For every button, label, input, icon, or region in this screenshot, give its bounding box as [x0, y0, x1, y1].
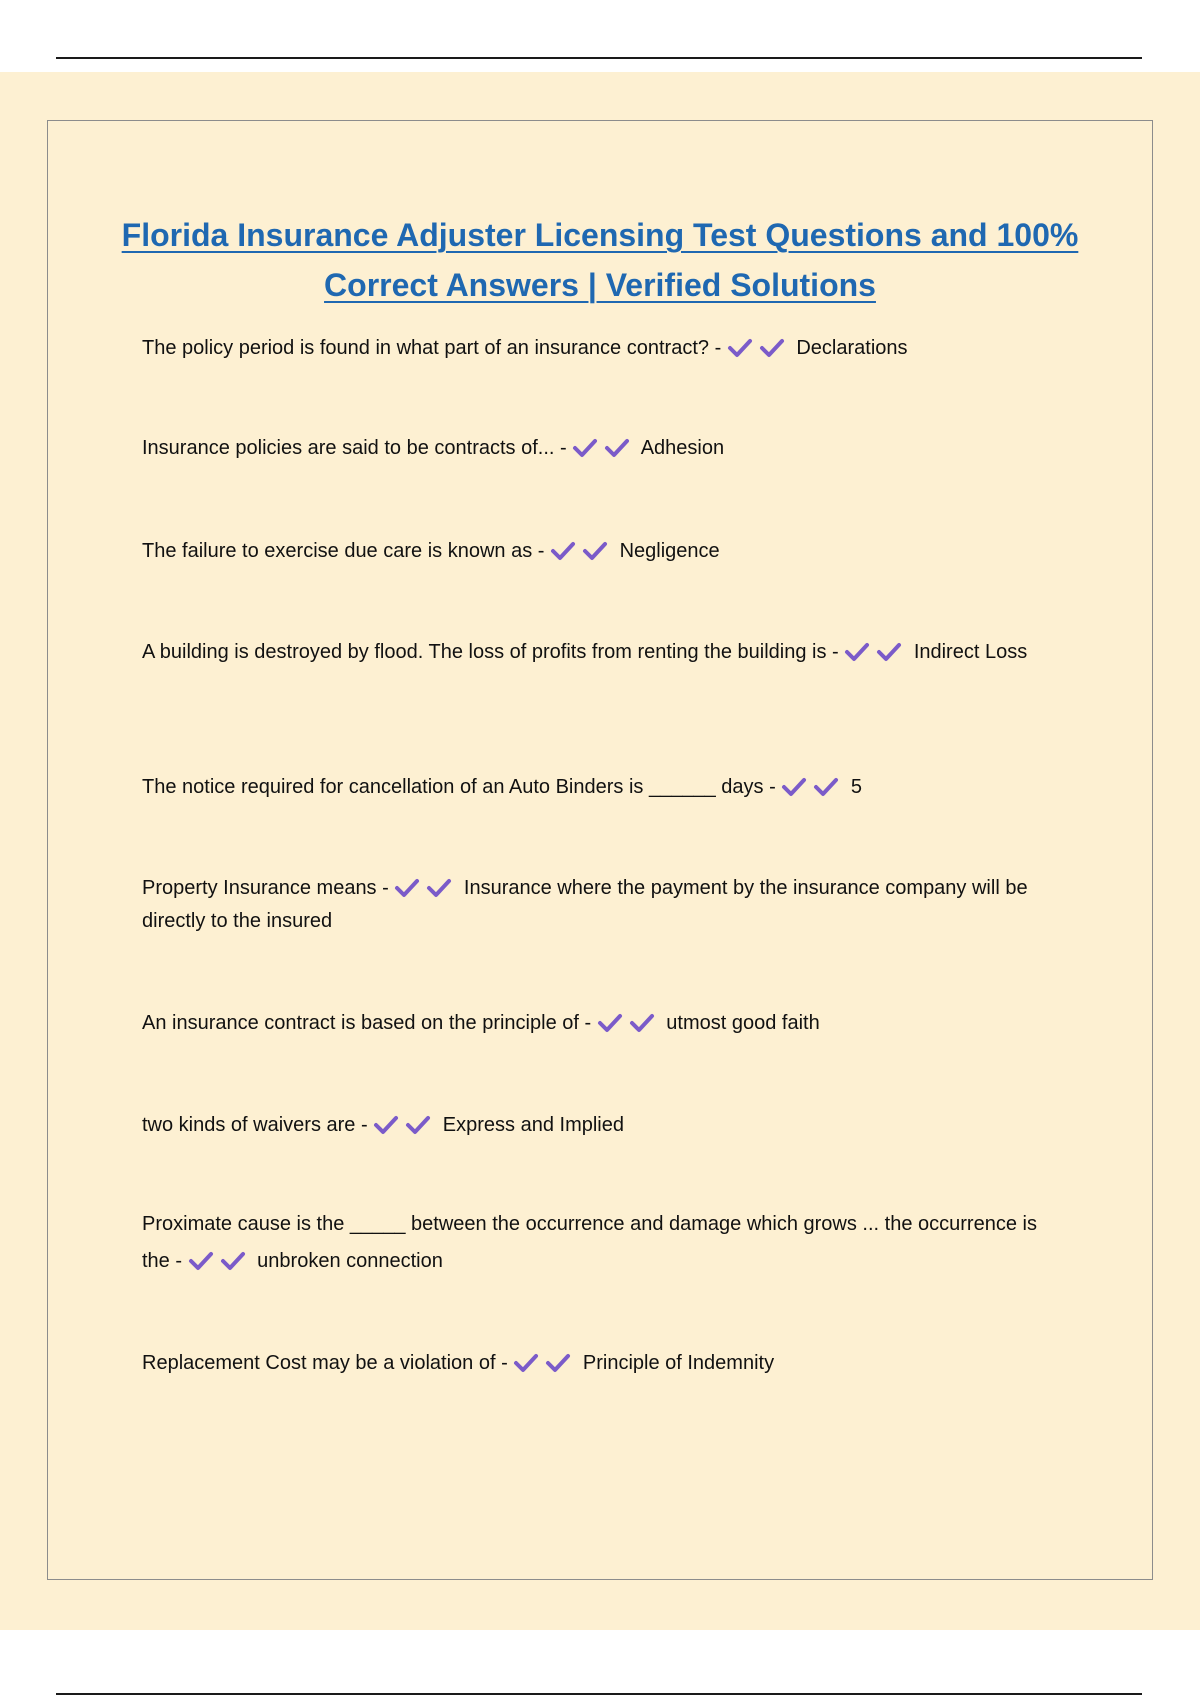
check-mark-icon: [604, 438, 630, 458]
separator: -: [360, 1114, 368, 1136]
separator: -: [382, 877, 389, 899]
separator: -: [537, 540, 545, 562]
qa-item: [142, 771, 1062, 804]
check-mark-icon: [781, 777, 807, 797]
check-mark-icon: [405, 1115, 431, 1135]
check-mark-icon: [545, 1353, 571, 1373]
check-mark-icon: [629, 1013, 655, 1033]
qa-item: [142, 1109, 1062, 1142]
answer-text: Principle of Indemnity: [582, 1352, 775, 1374]
answer-text: Indirect Loss: [913, 641, 1028, 663]
answer-text: unbroken connection: [257, 1250, 443, 1272]
qa-item: [142, 636, 1062, 669]
question-text: The policy period is found in what part of an insurance contract?: [142, 337, 709, 359]
check-mark-icon: [188, 1251, 214, 1271]
answer-text: Insurance where the payment by the insurance company will be directly to the insured: [142, 877, 1028, 932]
question-text: Replacement Cost may be a violation of: [142, 1352, 496, 1374]
answer-text: Express and Implied: [442, 1114, 624, 1136]
answer-text: Negligence: [619, 540, 720, 562]
check-mark-icon: [550, 541, 576, 561]
answer-text: 5: [850, 776, 862, 798]
check-mark-icon: [373, 1115, 399, 1135]
separator: -: [175, 1250, 183, 1272]
question-text: A building is destroyed by flood. The loss of profits from renting the building is: [142, 641, 827, 663]
answer-text: utmost good faith: [666, 1012, 820, 1034]
separator: -: [501, 1352, 508, 1374]
qa-item: [142, 1007, 1062, 1040]
header-rule: [56, 57, 1142, 59]
check-mark-icon: [727, 338, 753, 358]
separator: -: [560, 437, 567, 459]
question-text: Insurance policies are said to be contracts of...: [142, 437, 555, 459]
footer-rule: [56, 1693, 1142, 1695]
check-mark-icon: [426, 878, 452, 898]
separator: -: [769, 776, 776, 798]
answer-text: Adhesion: [640, 437, 725, 459]
question-text: Proximate cause is the _____ between the occurrence and damage which grows ... the occurrence is the: [142, 1213, 1037, 1272]
question-text: The failure to exercise due care is known as: [142, 540, 533, 562]
separator: -: [584, 1012, 592, 1034]
check-mark-icon: [759, 338, 785, 358]
qa-item: [142, 1206, 1062, 1280]
qa-item: [142, 1347, 1062, 1380]
separator: -: [714, 337, 722, 359]
check-mark-icon: [597, 1013, 623, 1033]
check-mark-icon: [220, 1251, 246, 1271]
qa-item: [142, 872, 1062, 938]
answer-text: Declarations: [796, 337, 908, 359]
check-mark-icon: [813, 777, 839, 797]
check-mark-icon: [582, 541, 608, 561]
check-mark-icon: [572, 438, 598, 458]
question-text: Property Insurance means: [142, 877, 377, 899]
document-title: Florida Insurance Adjuster Licensing Test Questions and 100% Correct Answers | Verified Solutions: [121, 217, 1079, 303]
check-mark-icon: [394, 878, 420, 898]
check-mark-icon: [876, 642, 902, 662]
check-mark-icon: [513, 1353, 539, 1373]
qa-item: [142, 332, 1062, 365]
question-text: two kinds of waivers are: [142, 1114, 356, 1136]
qa-item: [142, 432, 1062, 465]
question-text: The notice required for cancellation of an Auto Binders is ______ days: [142, 776, 764, 798]
qa-item: [142, 535, 1062, 568]
question-text: An insurance contract is based on the principle of: [142, 1012, 579, 1034]
check-mark-icon: [844, 642, 870, 662]
separator: -: [832, 641, 839, 663]
